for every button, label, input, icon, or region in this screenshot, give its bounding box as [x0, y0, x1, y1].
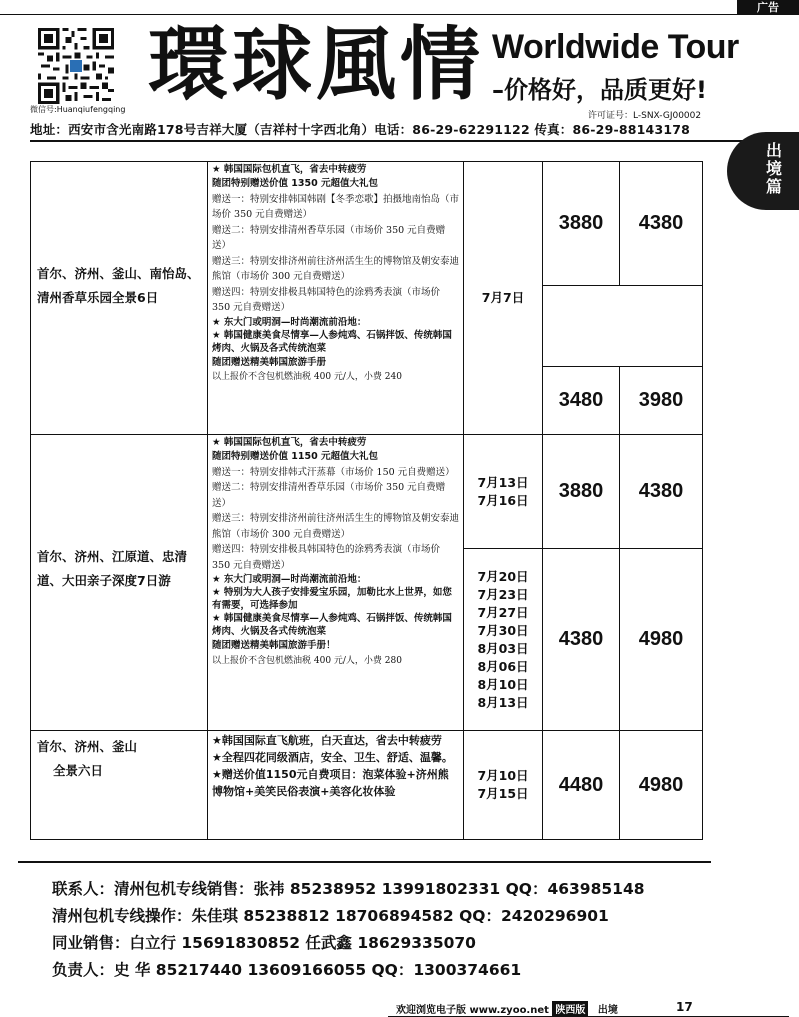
route-cell: [30, 434, 208, 731]
price-adult: 4480: [542, 730, 620, 840]
departure-date: 8月03日: [477, 640, 529, 656]
departure-date: 7月13日: [477, 474, 529, 490]
detail-line: ★赠送价值1150元自费项目：泡菜体验+济州熊博物馆+美笑民俗表演+美容化妆体验: [212, 768, 449, 798]
detail-line: 随团特别赠送价值 1350 元超值大礼包: [212, 178, 379, 189]
footer-section: 出境: [597, 1005, 618, 1016]
departure-date: 8月06日: [477, 658, 529, 674]
contact-line: 同业销售：白立行 15691830852 任武鑫 18629335070: [52, 934, 476, 952]
section-tab-label: 出境篇: [765, 141, 782, 196]
price-single: 4380: [619, 434, 703, 549]
route-name: 首尔、济州、江原道、忠清道、大田亲子深度7日游: [37, 549, 188, 588]
brand-slogan: –价格好，品质更好!: [492, 76, 707, 104]
departure-dates: [463, 161, 543, 435]
price-single: 4980: [619, 548, 703, 731]
footer-site: 欢迎浏览电子版 www.zyoo.net: [396, 1005, 549, 1016]
detail-line: 赠送一：特别安排韩国韩剧【冬季恋歌】拍摄地南怡岛（市场价 350 元自费赠送）: [212, 193, 460, 220]
detail-line: ★ 韩国国际包机直飞，省去中转疲劳: [212, 164, 367, 175]
departure-date: 7月30日: [477, 622, 529, 638]
contact-line: 清州包机专线操作：朱佳琪 85238812 18706894582 QQ：2420296901: [52, 907, 609, 925]
contact-divider: [18, 861, 711, 863]
detail-line: ★ 韩国健康美食尽情享—人参炖鸡、石锅拌饭、传统韩国烤肉、火锅及各式传统泡菜: [212, 329, 452, 354]
price-single: 3980: [619, 366, 703, 435]
detail-line: 赠送四：特别安排极具韩国特色的涂鸦秀表演（市场价 350 元自费赠送）: [212, 286, 441, 313]
detail-line: ★ 韩国健康美食尽情享—人参炖鸡、石锅拌饭、传统韩国烤肉、火锅及各式传统泡菜: [212, 613, 452, 637]
route-cell: [30, 730, 208, 840]
page-number: 17: [676, 1000, 693, 1014]
departure-date: 7月15日: [477, 786, 529, 801]
brand-english-title: Worldwide Tour: [492, 28, 739, 66]
departure-date: 7月27日: [477, 604, 529, 620]
price-adult: 3880: [542, 434, 620, 549]
tour-price-table: [30, 161, 702, 840]
route-details: [207, 434, 464, 731]
departure-date: 7月10日: [477, 768, 529, 783]
detail-line: ★韩国国际直飞航班，白天直达，省去中转疲劳: [212, 734, 442, 747]
top-rule: [0, 14, 737, 15]
detail-line: 赠送一：特别安排韩式汗蒸幕（市场价 150 元自费赠送）: [212, 466, 455, 478]
route-name: 首尔、济州、釜山、南怡岛、清州香草乐园全景6日: [37, 266, 200, 305]
license-number: 许可证号：L-SNX-GJ00002: [588, 111, 702, 121]
detail-line: 赠送四：特别安排极具韩国特色的涂鸦秀表演（市场价 350 元自费赠送）: [212, 544, 441, 571]
header-divider: [30, 140, 789, 142]
detail-line: 赠送三：特别安排济州前往济州活生生的博物馆及朝安泰迪熊馆（市场价 300 元自费赠送）: [212, 513, 460, 540]
footer-bar: [396, 1001, 618, 1016]
departure-dates: [463, 434, 543, 549]
route-cell: [30, 161, 208, 435]
route-name: 首尔、济州、釜山: [37, 739, 138, 754]
departure-dates: [463, 548, 543, 731]
departure-date: 7月16日: [477, 492, 529, 508]
departure-date: 8月13日: [477, 694, 529, 710]
address-line: 地址：西安市含光南路178号吉祥大厦（吉祥村十字西北角）电话：86-29-62291122 传真：86-29-88143178: [30, 122, 691, 137]
detail-line: 随团特别赠送价值 1150 元超值大礼包: [212, 451, 379, 462]
contact-line: 联系人：清州包机专线销售：张祎 85238952 13991802331 QQ：463985148: [52, 880, 645, 898]
route-details: [207, 730, 464, 840]
footer-edition-box: 陕西版: [552, 1001, 588, 1016]
qr-code: [38, 28, 114, 104]
departure-date: 8月10日: [477, 676, 529, 692]
price-adult: 3480: [542, 366, 620, 435]
route-details: [207, 161, 464, 435]
detail-line: 随团赠送精美韩国旅游手册: [212, 356, 327, 368]
brand-logo-text: 環球風情: [148, 17, 484, 111]
detail-line: ★ 特别为大人孩子安排爱宝乐园，加勒比水上世界，如您有需要，可选择参加: [212, 587, 452, 611]
detail-line: 以上报价不含包机燃油税 400 元/人，小费 240: [212, 372, 402, 382]
detail-line: 随团赠送精美韩国旅游手册！: [212, 640, 336, 651]
detail-line: 赠送三：特别安排济州前往济州活生生的博物馆及朝安泰迪熊馆（市场价 300 元自费赠送）: [212, 255, 460, 282]
detail-line: ★ 东大门或明洞—时尚潮流前沿地：: [212, 574, 367, 585]
departure-date: 7月20日: [477, 568, 529, 584]
departure-date: 7月7日: [481, 290, 525, 305]
departure-dates: [463, 730, 543, 840]
detail-line: ★ 东大门或明洞—时尚潮流前沿地：: [212, 316, 367, 328]
price-single: 4380: [619, 161, 703, 286]
detail-line: ★ 韩国国际包机直飞，省去中转疲劳: [212, 437, 367, 448]
detail-line: 以上报价不含包机燃油税 400 元/人，小费 280: [212, 655, 402, 666]
detail-line: 赠送二：特别安排清州香草乐园（市场价 350 元自费赠送）: [212, 482, 446, 509]
section-tab: [727, 132, 799, 210]
price-adult: 4380: [542, 548, 620, 731]
detail-line: ★全程四花同级酒店，安全、卫生、舒适、温馨。: [212, 751, 453, 764]
route-name-sub: 全景六日: [53, 763, 104, 778]
ad-tag: 广告: [737, 0, 799, 15]
contact-line: 负责人：史 华 85217440 13609166055 QQ：1300374661: [52, 961, 522, 979]
wechat-id: 微信号:Huanqiufengqing: [30, 105, 126, 114]
detail-line: 赠送二：特别安排清州香草乐园（市场价 350 元自费赠送）: [212, 224, 446, 251]
price-adult: 3880: [542, 161, 620, 286]
empty-price-cell: [542, 285, 703, 367]
departure-date: 7月23日: [477, 586, 529, 602]
price-single: 4980: [619, 730, 703, 840]
